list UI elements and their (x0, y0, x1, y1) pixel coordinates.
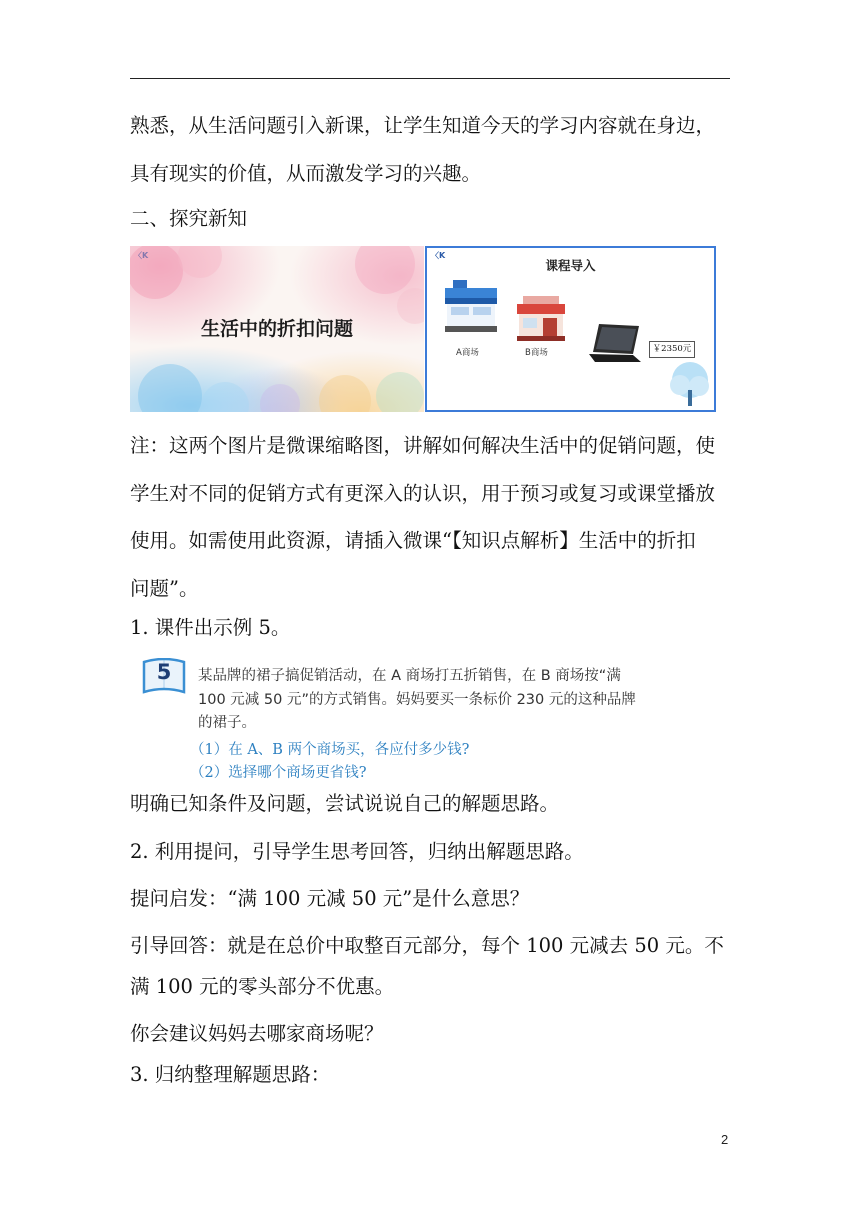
note-line: 使用。如需使用此资源，请插入微课“【知识点解析】生活中的折扣 (130, 529, 696, 552)
paragraph-line: 你会建议妈妈去哪家商场呢？ (130, 1022, 384, 1045)
brand-logo: 〈K (431, 251, 446, 260)
step-heading: 1. 课件出示例 5。 (130, 616, 291, 639)
page-number: 2 (721, 1132, 729, 1147)
microlesson-thumbnail-title[interactable] (130, 246, 424, 412)
snowy-tree-decoration (665, 360, 715, 410)
step-heading: 2. 利用提问，引导学生思考回答，归纳出解题思路。 (130, 840, 584, 863)
paragraph-line: 提问启发：“满 100 元减 50 元”是什么意思？ (130, 887, 530, 910)
paragraph-line: 满 100 元的零头部分不优惠。 (130, 975, 395, 998)
paragraph-line: 熟悉，从生活问题引入新课，让学生知道今天的学习内容就在身边， (130, 114, 716, 137)
step-heading: 3. 归纳整理解题思路： (130, 1063, 331, 1086)
note-line: 注：这两个图片是微课缩略图，讲解如何解决生活中的促销问题，使 (130, 434, 716, 457)
note-line: 学生对不同的促销方式有更深入的认识，用于预习或复习或课堂播放 (130, 482, 716, 505)
thumbnail-title: 生活中的折扣问题 (200, 318, 353, 340)
shop-a-icon (441, 280, 501, 340)
example-question-2: （2）选择哪个商场更省钱? (190, 765, 367, 781)
shop-b-label: B商场 (525, 348, 548, 358)
example-text-line: 100 元减 50 元”的方式销售。妈妈要买一条标价 230 元的这种品牌 (198, 692, 636, 708)
example-text-line: 某品牌的裙子搞促销活动，在 A 商场打五折销售，在 B 商场按“满 (198, 668, 621, 684)
example-number: 5 (156, 660, 172, 684)
laptop-icon (587, 324, 643, 364)
example-question-1: （1）在 A、B 两个商场买，各应付多少钱? (190, 742, 470, 758)
note-line: 问题”。 (130, 577, 199, 600)
section-heading: 二、探究新知 (130, 207, 248, 230)
paragraph-line: 具有现实的价值，从而激发学习的兴趣。 (130, 162, 482, 185)
example-text-line: 的裙子。 (198, 715, 256, 731)
course-intro-title: 课程导入 (545, 258, 596, 273)
header-rule (130, 78, 730, 79)
shop-b-icon (515, 296, 567, 344)
shop-a-label: A商场 (456, 348, 479, 358)
microlesson-thumbnail-intro[interactable] (425, 246, 716, 412)
brand-logo: 〈K (134, 251, 149, 260)
paragraph-line: 引导回答：就是在总价中取整百元部分，每个 100 元减去 50 元。不 (130, 934, 724, 957)
paragraph-line: 明确已知条件及问题，尝试说说自己的解题思路。 (130, 792, 560, 815)
example-5-problem (130, 650, 730, 785)
price-tag: ￥2350元 (649, 341, 695, 358)
